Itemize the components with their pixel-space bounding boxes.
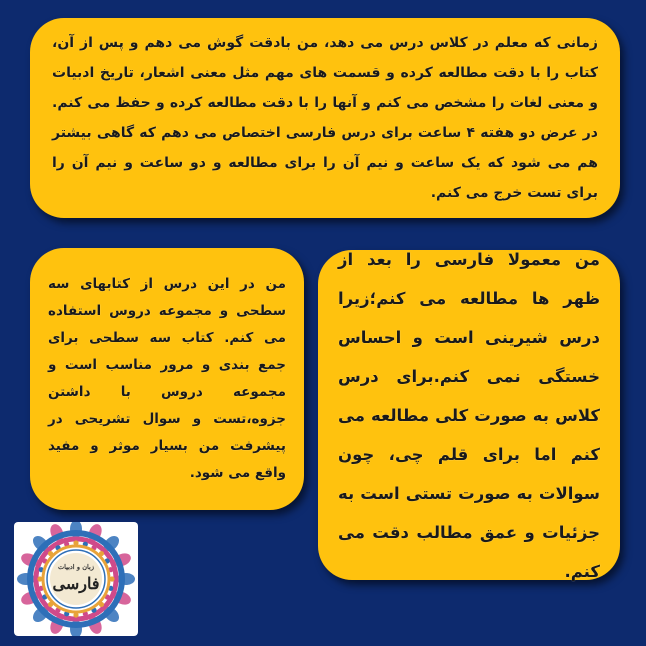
farsi-logo: [14, 522, 138, 636]
text-card-top: [30, 18, 620, 218]
card-right-text: من معمولا فارسی را بعد از ظهر ها مطالعه می کنم؛زیرا درس شیرینی است و احساس خستگی نمی کنم.برای درس کلاس به صورت کلی مطالعه می کنم اما برای قلم چی، چون سوالات به صورت تستی است به جزئیات و عمق مطالب دقت می کنم.: [338, 249, 600, 581]
text-card-right: [318, 250, 620, 580]
logo-subtitle: زبان و ادبیات: [58, 563, 94, 571]
card-top-text: زمانی که معلم در کلاس درس می دهد، من بادقت گوش می دهم و پس از آن، کتاب را با دقت مطالعه کرده و قسمت های مهم مثل معنی اشعار، تاریخ ادبیات و معنی لغات را مشخص می کنم و آنها را با دقت مطالعه کرده و حفظ می کنم. در عرض دو هفته ۴ ساعت برای درس فارسی اختصاص می دهم که گاهی بیشتر هم می شود که یک ساعت و نیم آن را برای مطالعه و دو ساعت و نیم آن را برای تست خرج می کنم.: [52, 35, 598, 201]
card-left-text: من در این درس از کتابهای سه سطحی و مجموعه دروس استفاده می کنم. کتاب سه سطحی برای جمع بندی و مرور مناسب است و مجموعه دروس با داشتن جزوه،تست و سوال تشریحی در پیشرفت من بسیار موثر و مفید واقع می شود.: [48, 276, 286, 481]
mandala-icon: [14, 522, 138, 636]
text-card-left: [30, 248, 304, 510]
logo-title: فارسی: [52, 574, 100, 593]
